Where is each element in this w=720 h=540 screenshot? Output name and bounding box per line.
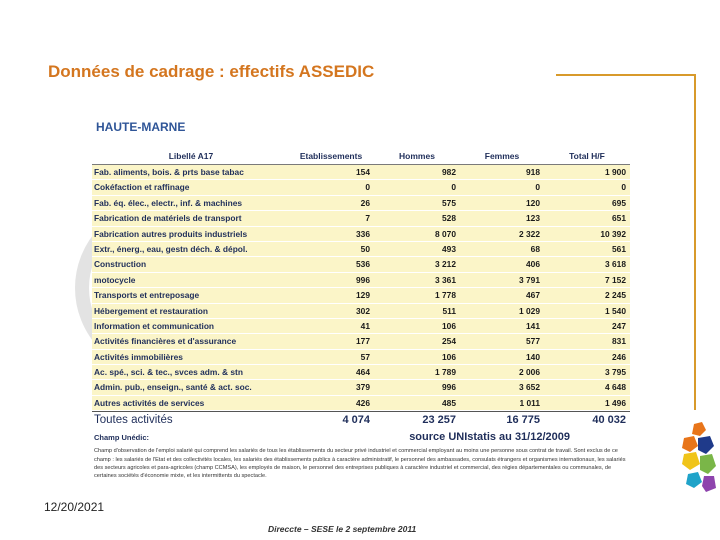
table-row [92, 304, 630, 319]
row-femmes: 0 [535, 182, 540, 193]
table-row [92, 396, 630, 411]
row-hommes: 3 212 [435, 259, 456, 270]
row-total: 247 [612, 320, 626, 331]
champ-label: Champ Unédic: [94, 433, 150, 443]
row-libelle: Fabrication de matériels de transport [94, 213, 242, 224]
table-row [92, 211, 630, 226]
slide-credit: Direccte – SESE le 2 septembre 2011 [268, 524, 417, 534]
row-total: 651 [612, 213, 626, 224]
row-total: 831 [612, 336, 626, 347]
row-femmes: 1 029 [519, 305, 540, 316]
row-libelle: Construction [94, 259, 147, 270]
row-etablissements: 177 [356, 336, 370, 347]
row-total: 3 618 [605, 259, 626, 270]
table-row [92, 273, 630, 288]
totals-row [92, 411, 630, 428]
row-femmes: 3 791 [519, 274, 540, 285]
source-note: source UNIstatis au 31/12/2009 [409, 431, 570, 444]
row-total: 10 392 [600, 228, 626, 239]
effectifs-table [92, 148, 630, 480]
table-row [92, 257, 630, 272]
row-libelle: Transports et entreposage [94, 290, 200, 301]
row-total: 246 [612, 351, 626, 362]
row-femmes: 2 322 [519, 228, 540, 239]
row-etablissements: 7 [365, 213, 370, 224]
row-femmes: 577 [526, 336, 540, 347]
region-heading: HAUTE-MARNE [96, 120, 186, 134]
totals-total: 40 032 [592, 414, 626, 427]
row-femmes: 68 [530, 243, 540, 254]
row-etablissements: 0 [365, 182, 370, 193]
row-hommes: 8 070 [435, 228, 456, 239]
row-etablissements: 302 [356, 305, 370, 316]
row-etablissements: 57 [360, 351, 370, 362]
row-etablissements: 536 [356, 259, 370, 270]
row-total: 7 152 [605, 274, 626, 285]
row-hommes: 493 [442, 243, 456, 254]
champ-source-line [92, 431, 630, 443]
row-femmes: 140 [526, 351, 540, 362]
totals-femmes: 16 775 [506, 414, 540, 427]
row-femmes: 3 652 [519, 382, 540, 393]
row-femmes: 918 [526, 167, 540, 177]
row-total: 695 [612, 197, 626, 208]
header-femmes: Femmes [484, 151, 520, 161]
table-row [92, 350, 630, 365]
row-etablissements: 129 [356, 290, 370, 301]
row-hommes: 1 789 [435, 367, 456, 378]
header-libelle: Libellé A17 [168, 151, 214, 161]
table-row [92, 365, 630, 380]
row-hommes: 254 [442, 336, 456, 347]
table-row [92, 242, 630, 257]
row-etablissements: 154 [356, 167, 370, 177]
header-total: Total H/F [569, 151, 605, 161]
table-row [92, 288, 630, 303]
row-etablissements: 464 [356, 367, 370, 378]
table-row [92, 319, 630, 334]
row-total: 1 900 [605, 167, 626, 177]
footnote-text: Champ d'observation de l'emploi salarié qui comprend les salariés de tous les établissements du secteur privé industriel et commercial employant au moins une personne sous contrat de travail. Sont exclus de ce champ : les salariés de l'Etat et des collectivités locales, les salariés des établissements publics à caractère administratif, le personnel des ambassades, consulats étrangers et organismes internationaux, les salariés des secteurs agricoles et para-agricoles (champ CCMSA), les employés de maison, le personnel des entreprises publiques à caractère industriel et commercial, des régies départementales ou communales, de certaines sociétés d'économie mixte, et les intermittents du spectacle. [94, 448, 626, 480]
row-femmes: 467 [526, 290, 540, 301]
table-row [92, 180, 630, 195]
row-etablissements: 379 [356, 382, 370, 393]
row-etablissements: 26 [360, 197, 370, 208]
row-libelle: Hébergement et restauration [94, 305, 209, 316]
totals-hommes: 23 257 [422, 414, 456, 427]
row-hommes: 106 [442, 351, 456, 362]
row-etablissements: 996 [356, 274, 370, 285]
regions-logo-icon [676, 418, 720, 494]
row-hommes: 106 [442, 320, 456, 331]
slide-title: Données de cadrage : effectifs ASSEDIC [48, 62, 375, 81]
row-libelle: Admin. pub., enseign., santé & act. soc. [94, 382, 252, 393]
row-hommes: 511 [442, 305, 456, 316]
row-hommes: 0 [451, 182, 456, 193]
row-libelle: Autres activités de services [94, 397, 205, 408]
row-total: 1 496 [605, 397, 626, 408]
row-etablissements: 41 [360, 320, 370, 331]
row-etablissements: 426 [356, 397, 370, 408]
row-hommes: 485 [442, 397, 456, 408]
header-etablissements: Etablissements [299, 151, 363, 161]
row-total: 0 [621, 182, 626, 193]
table-header-row [92, 148, 630, 165]
row-hommes: 996 [442, 382, 456, 393]
decorative-line-vertical [694, 74, 696, 410]
row-hommes: 982 [442, 167, 456, 177]
row-femmes: 406 [526, 259, 540, 270]
row-hommes: 1 778 [435, 290, 456, 301]
row-hommes: 528 [442, 213, 456, 224]
row-total: 561 [612, 243, 626, 254]
row-libelle: Fab. aliments, bois. & prts base tabac [94, 167, 244, 177]
row-femmes: 123 [526, 213, 540, 224]
table-row [92, 227, 630, 242]
row-libelle: Cokéfaction et raffinage [94, 182, 190, 193]
header-hommes: Hommes [399, 151, 435, 161]
row-etablissements: 50 [360, 243, 370, 254]
row-femmes: 120 [526, 197, 540, 208]
row-total: 2 245 [605, 290, 626, 301]
row-etablissements: 336 [356, 228, 370, 239]
row-libelle: Extr., énerg., eau, gestn déch. & dépol. [94, 243, 248, 254]
decorative-line-horizontal [556, 74, 696, 76]
table-row [92, 334, 630, 349]
row-libelle: Activités financières et d'assurance [94, 336, 237, 347]
row-hommes: 3 361 [435, 274, 456, 285]
row-libelle: Ac. spé., sci. & tec., svces adm. & stn [94, 367, 243, 378]
row-total: 1 540 [605, 305, 626, 316]
row-libelle: Information et communication [94, 320, 215, 331]
table-row [92, 196, 630, 211]
table-row [92, 165, 630, 180]
row-libelle: Activités immobilières [94, 351, 183, 362]
row-femmes: 2 006 [519, 367, 540, 378]
totals-label: Toutes activités [94, 414, 173, 427]
row-total: 4 648 [605, 382, 626, 393]
row-femmes: 141 [526, 320, 540, 331]
row-libelle: motocycle [94, 274, 136, 285]
totals-etablissements: 4 074 [342, 414, 370, 427]
row-total: 3 795 [605, 367, 626, 378]
row-libelle: Fab. éq. élec., electr., inf. & machines [94, 197, 243, 208]
row-libelle: Fabrication autres produits industriels [94, 228, 248, 239]
row-femmes: 1 011 [519, 397, 540, 408]
slide-date: 12/20/2021 [44, 500, 105, 514]
row-hommes: 575 [442, 197, 456, 208]
table-row [92, 380, 630, 395]
